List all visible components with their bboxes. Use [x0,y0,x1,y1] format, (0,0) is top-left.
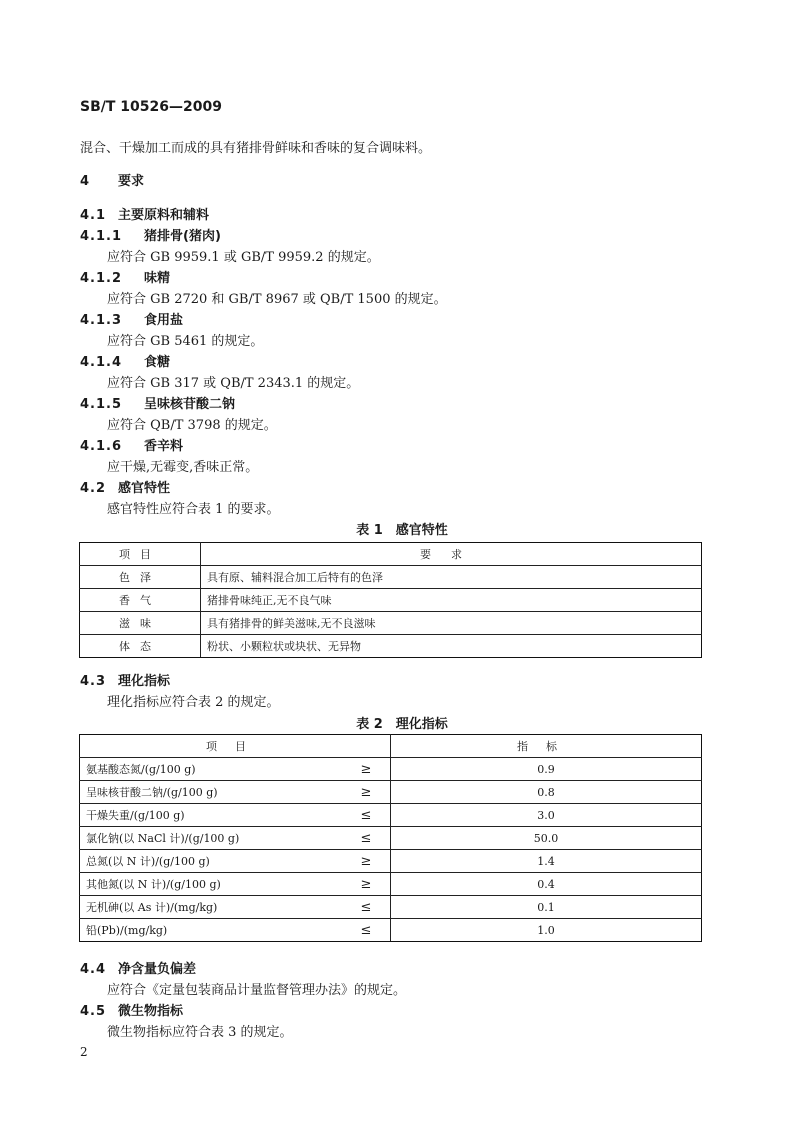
table-cell-item: 色泽 [80,566,201,589]
section-number: 4.4 [80,962,107,977]
section-title: 感官特性 [118,481,171,496]
table-cell-requirement: 猪排骨味纯正,无不良气味 [201,589,702,612]
table-cell-comparator: ≤ [342,896,391,919]
page-number: 2 [80,1045,88,1059]
section-4-1-2-text: 应符合 GB 2720 和 GB/T 8967 或 QB/T 1500 的规定。 [107,292,447,307]
table-cell-item: 氨基酸态氮/(g/100 g) [80,758,343,781]
section-number: 4 [80,174,91,189]
section-number: 4.5 [80,1004,107,1019]
table2-caption: 表 2 理化指标 [356,717,448,732]
table-cell-comparator: ≥ [342,781,391,804]
section-number: 4.2 [80,481,107,496]
table-cell-value: 0.9 [391,758,702,781]
section-title: 猪排骨(猪肉) [144,229,221,244]
section-4-2-heading [80,477,170,496]
section-4-1-1-text: 应符合 GB 9959.1 或 GB/T 9959.2 的规定。 [107,250,380,265]
table-cell-item: 其他氮(以 N 计)/(g/100 g) [80,873,343,896]
section-title: 主要原料和辅料 [118,208,210,223]
table-cell-comparator: ≤ [342,827,391,850]
table-cell-item: 总氮(以 N 计)/(g/100 g) [80,850,343,873]
section-4-5-text: 微生物指标应符合表 3 的规定。 [107,1025,293,1040]
table-row [80,873,702,896]
section-title: 要求 [118,174,145,189]
section-number: 4.1 [80,208,107,223]
section-4-1-6-heading [80,435,183,454]
document-code: SB/T 10526—2009 [80,99,222,115]
table-cell-comparator: ≤ [342,919,391,942]
section-number: 4.1.6 [80,439,123,454]
section-4-1-2-heading [80,267,170,286]
table-cell-requirement: 具有原、辅料混合加工后特有的色泽 [201,566,702,589]
table-cell-value: 1.4 [391,850,702,873]
table-cell-item: 干燥失重/(g/100 g) [80,804,343,827]
section-number: 4.1.5 [80,397,123,412]
table-header-row [80,543,702,566]
table-cell-comparator: ≤ [342,804,391,827]
section-number: 4.1.2 [80,271,123,286]
section-4-1-3-heading [80,309,183,328]
table-cell-value: 1.0 [391,919,702,942]
table-row [80,781,702,804]
table-cell-item: 氯化钠(以 NaCl 计)/(g/100 g) [80,827,343,850]
table-row [80,612,702,635]
section-4-3-text: 理化指标应符合表 2 的规定。 [107,695,280,710]
table-cell-comparator: ≥ [342,873,391,896]
section-title: 食糖 [144,355,171,370]
table-header-cell: 要求 [201,543,702,566]
intro-paragraph: 混合、干燥加工而成的具有猪排骨鲜味和香味的复合调味料。 [80,141,432,156]
section-4-1-5-heading [80,393,235,412]
section-4-4-heading [80,958,196,977]
table1-caption: 表 1 感官特性 [356,523,448,538]
table-cell-value: 0.8 [391,781,702,804]
section-4-1-1-heading [80,225,221,244]
table-row [80,827,702,850]
section-4-1-6-text: 应干燥,无霉变,香味正常。 [107,460,259,475]
section-number: 4.3 [80,674,107,689]
section-4-1-4-text: 应符合 GB 317 或 QB/T 2343.1 的规定。 [107,376,360,391]
table-cell-value: 50.0 [391,827,702,850]
table-cell-item: 香气 [80,589,201,612]
section-4-1-4-heading [80,351,170,370]
table-row [80,635,702,658]
section-4-3-heading [80,670,170,689]
table-row [80,804,702,827]
section-title: 香辛料 [144,439,184,454]
table-header-row [80,735,702,758]
section-4-1-5-text: 应符合 QB/T 3798 的规定。 [107,418,277,433]
table-header-cell: 项目 [80,543,201,566]
table-cell-value: 3.0 [391,804,702,827]
table-row [80,758,702,781]
table-cell-value: 0.1 [391,896,702,919]
table-header-cell: 项目 [80,735,391,758]
section-4-1-heading [80,204,209,223]
section-title: 味精 [144,271,171,286]
section-number: 4.1.3 [80,313,123,328]
section-title: 呈味核苷酸二钠 [144,397,236,412]
section-title: 净含量负偏差 [118,962,197,977]
section-4-5-heading [80,1000,183,1019]
table-row [80,919,702,942]
table-row [80,589,702,612]
section-title: 食用盐 [144,313,184,328]
table-cell-requirement: 粉状、小颗粒状或块状、无异物 [201,635,702,658]
table-cell-requirement: 具有猪排骨的鲜美滋味,无不良滋味 [201,612,702,635]
section-number: 4.1.4 [80,355,123,370]
section-title: 理化指标 [118,674,171,689]
table-cell-item: 滋味 [80,612,201,635]
sensory-table [79,542,702,658]
section-4-4-text: 应符合《定量包装商品计量监督管理办法》的规定。 [107,983,407,998]
table-cell-item: 呈味核苷酸二钠/(g/100 g) [80,781,343,804]
table-row [80,896,702,919]
table-row [80,566,702,589]
table-cell-item: 体态 [80,635,201,658]
section-number: 4.1.1 [80,229,123,244]
physicochemical-table [79,734,702,942]
table-cell-item: 铅(Pb)/(mg/kg) [80,919,343,942]
section-4-2-text: 感官特性应符合表 1 的要求。 [107,502,280,517]
table-cell-comparator: ≥ [342,850,391,873]
table-row [80,850,702,873]
table-cell-item: 无机砷(以 As 计)/(mg/kg) [80,896,343,919]
section-4-heading [80,170,144,189]
table-header-cell: 指标 [391,735,702,758]
table-cell-value: 0.4 [391,873,702,896]
section-title: 微生物指标 [118,1004,184,1019]
table-cell-comparator: ≥ [342,758,391,781]
section-4-1-3-text: 应符合 GB 5461 的规定。 [107,334,264,349]
